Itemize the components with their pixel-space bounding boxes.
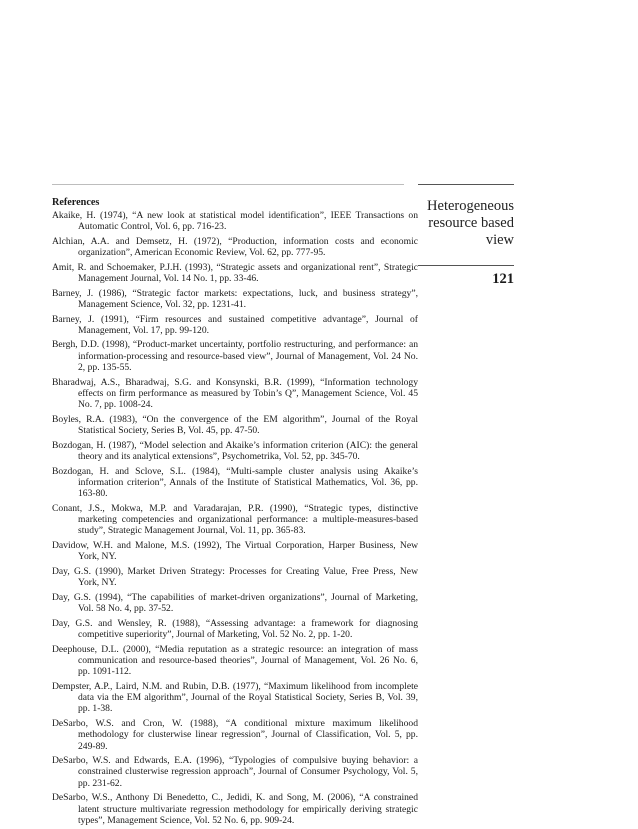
reference-entry: Day, G.S. (1994), “The capabilities of market-driven organizations”, Journal of Marketing, Vol. 58 No. 4, pp. 37-52.	[52, 591, 418, 615]
reference-entry: DeSarbo, W.S. and Edwards, E.A. (1996), “Typologies of compulsive buying behavior: a constrained clusterwise regression approach”, Journal of Consumer Psychology, Vol. 5, pp. 231-62.	[52, 755, 418, 789]
top-rule-left	[52, 184, 404, 185]
reference-entry: Bozdogan, H. (1987), “Model selection and Akaike’s information criterion (AIC): the general theory and its analytical extensions”, Psychometrika, Vol. 52, pp. 345-70.	[52, 439, 418, 463]
page-number-rule	[418, 265, 514, 266]
page-number: 121	[492, 271, 514, 287]
running-title-line: Heterogeneous	[427, 198, 514, 214]
references-section	[52, 194, 418, 829]
top-rule-right	[418, 184, 514, 185]
running-title	[418, 198, 514, 249]
reference-entry: DeSarbo, W.S., Anthony Di Benedetto, C., Jedidi, K. and Song, M. (2006), “A constrained latent structure multivariate regression methodology for empirically deriving strategic types”, Management Science, Vol. 52 No. 6, pp. 909-24.	[52, 792, 418, 826]
reference-entry: Boyles, R.A. (1983), “On the convergence of the EM algorithm”, Journal of the Royal Statistical Society, Series B, Vol. 45, pp. 47-50.	[52, 413, 418, 437]
reference-entry: Day, G.S. (1990), Market Driven Strategy: Processes for Creating Value, Free Press, New York, NY.	[52, 565, 418, 589]
reference-entry: Bharadwaj, A.S., Bharadwaj, S.G. and Konsynski, B.R. (1999), “Information technology effects on firm performance as measured by Tobin’s Q”, Management Science, Vol. 45 No. 7, pp. 1008-24.	[52, 376, 418, 411]
reference-entry: Deephouse, D.L. (2000), “Media reputation as a strategic resource: an integration of mass communication and resource-based theories”, Journal of Management, Vol. 26 No. 6, pp. 1091-112.	[52, 643, 418, 678]
margin-running-title	[418, 198, 514, 288]
references-heading: References	[52, 197, 100, 208]
reference-entry: Conant, J.S., Mokwa, M.P. and Varadarajan, P.R. (1990), “Strategic types, distinctive marketing competencies and organizational performance: a multiple-measures-based study”, Strategic Management Journal, Vol. 11, pp. 365-83.	[52, 502, 418, 537]
running-title-line: view	[485, 232, 514, 248]
running-title-line: resource based	[428, 215, 514, 231]
reference-entry: Barney, J. (1991), “Firm resources and sustained competitive advantage”, Journal of Management, Vol. 17, pp. 99-120.	[52, 313, 418, 336]
reference-entry: Barney, J. (1986), “Strategic factor markets: expectations, luck, and business strategy”, Management Science, Vol. 32, pp. 1231-41.	[52, 287, 418, 310]
reference-entry: DeSarbo, W.S. and Cron, W. (1988), “A conditional mixture maximum likelihood methodology for clusterwise linear regression”, Journal of Classification, Vol. 5, pp. 249-89.	[52, 717, 418, 752]
reference-entry: Amit, R. and Schoemaker, P.J.H. (1993), “Strategic assets and organizational rent”, Strategic Management Journal, Vol. 14 No. 1, pp. 33-46.	[52, 261, 418, 285]
reference-entry: Bergh, D.D. (1998), “Product-market uncertainty, portfolio restructuring, and performance: an information-processing and resource-based view”, Journal of Management, Vol. 24 No. 2, pp. 135-55.	[52, 339, 418, 374]
reference-entry: Day, G.S. and Wensley, R. (1988), “Assessing advantage: a framework for diagnosing competitive superiority”, Journal of Marketing, Vol. 52 No. 2, pp. 1-20.	[52, 617, 418, 640]
reference-entry: Alchian, A.A. and Demsetz, H. (1972), “Production, information costs and economic organization”, American Economic Review, Vol. 62, pp. 777-95.	[52, 235, 418, 259]
reference-entry: Davidow, W.H. and Malone, M.S. (1992), The Virtual Corporation, Harper Business, New York, NY.	[52, 539, 418, 563]
reference-entry: Akaike, H. (1974), “A new look at statistical model identification”, IEEE Transactions on Automatic Control, Vol. 6, pp. 716-23.	[52, 210, 418, 233]
reference-entry: Dempster, A.P., Laird, N.M. and Rubin, D.B. (1977), “Maximum likelihood from incomplete data via the EM algorithm”, Journal of the Royal Statistical Society, Series B, Vol. 39, pp. 1-38.	[52, 680, 418, 715]
reference-entry: Bozdogan, H. and Sclove, S.L. (1984), “Multi-sample cluster analysis using Akaike’s information criterion”, Annals of the Institute of Statistical Mathematics, Vol. 36, pp. 163-80.	[52, 465, 418, 500]
